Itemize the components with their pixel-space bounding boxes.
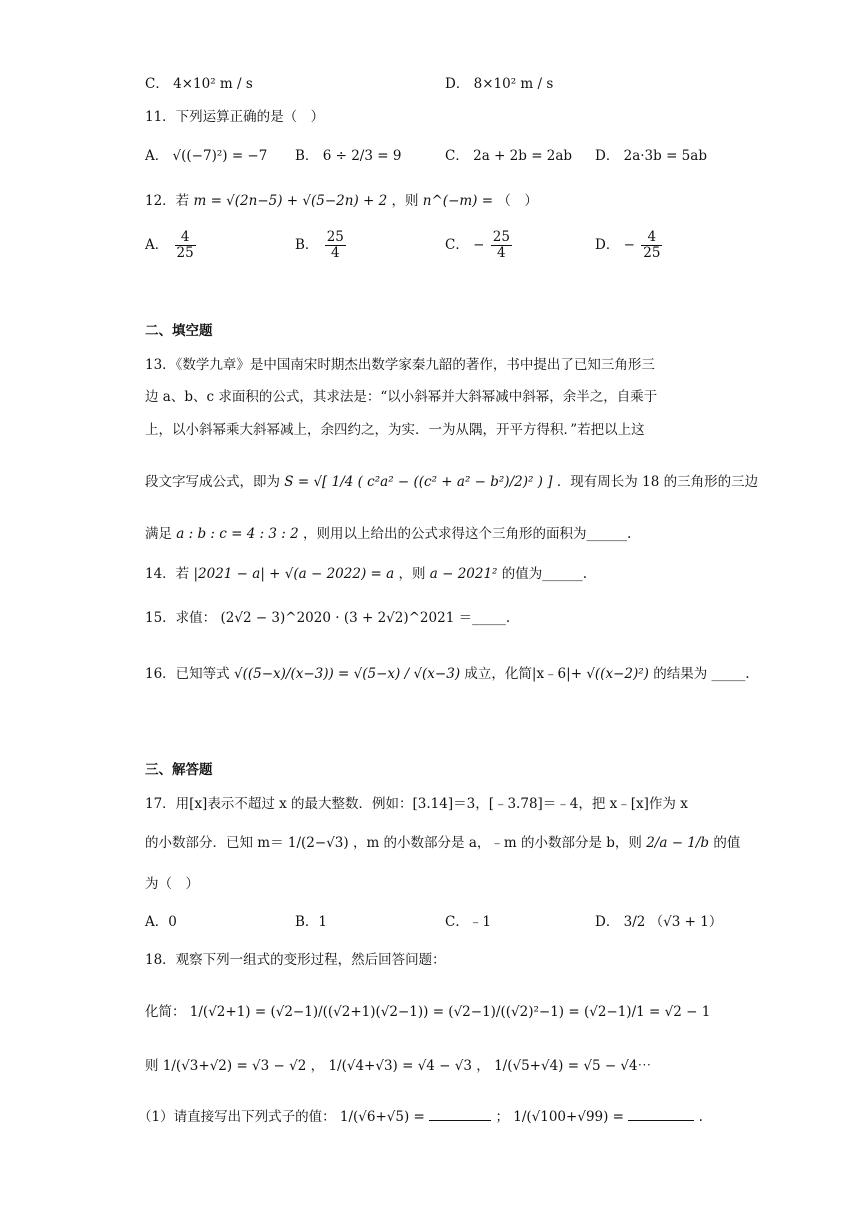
q11-option-b-label: B． (295, 148, 319, 164)
q16-post: 的结果为 _____. (653, 666, 750, 682)
q12-stem-post: （ ） (497, 193, 538, 209)
q18-then (145, 1057, 651, 1075)
q17-line-2 (145, 834, 740, 852)
q18-part-1-end: . (698, 1109, 703, 1125)
q18-part-1-pre: （1）请直接写出下列式子的值： (138, 1109, 336, 1125)
q13-line-4 (145, 473, 758, 491)
q12-option-c-label: C． (445, 237, 469, 253)
q18-simplify-label: 化简： (145, 1004, 186, 1020)
q10-option-c-label: C． (145, 76, 169, 92)
q18-then-sep-2: ， (476, 1058, 490, 1074)
q10-option-d[interactable] (445, 75, 553, 93)
q14-pre: 14．若 (145, 566, 190, 582)
q11-option-c-label: C． (445, 148, 469, 164)
q17-option-c[interactable]: C．﹣1 (445, 914, 491, 930)
q14-expr2: a − 2021² (429, 566, 498, 582)
q12-stem-mid: ，则 (391, 193, 419, 209)
q12-option-a-label: A． (145, 237, 169, 253)
q17-line-2-post: 的值 (713, 835, 741, 851)
q10-option-c-text: 4×10² m / s (173, 76, 253, 92)
q10-option-d-label: D． (445, 76, 470, 92)
q16-expr2: √((x−2)²) (586, 666, 649, 682)
q12-option-d-minus: − (623, 237, 635, 253)
q12-option-d-num: 4 (641, 230, 662, 246)
q11-option-d-label: D． (595, 148, 620, 164)
q18-part-1-answer-1[interactable] (429, 1108, 491, 1121)
q17-option-d-expr: 3/2 （√3 + 1） (623, 914, 723, 930)
q17-option-b[interactable]: B．1 (295, 914, 328, 930)
q16-mid: 成立，化简|x﹣6|+ (464, 666, 583, 682)
q11-option-c-expr: 2a + 2b = 2ab (473, 148, 573, 164)
q11-stem: 11．下列运算正确的是（ ） (145, 109, 325, 125)
q13-ratio: a : b : c = 4 : 3 : 2 (176, 526, 299, 542)
q13-line-1: 13．《数学九章》是中国南宋时期杰出数学家秦九韶的著作，书中提出了已知三角形三 (145, 357, 655, 373)
q18-part-1 (138, 1108, 703, 1126)
q12-option-b-den: 4 (331, 245, 340, 261)
q11-option-a-expr: √((−7)²) = −7 (172, 148, 268, 164)
q13-line-4-pre: 段文字写成公式，即为 (145, 474, 280, 490)
q18-part-1-expr-2: 1/(√100+√99) = (513, 1109, 624, 1125)
q15-post: ＝_____. (458, 610, 511, 626)
q13-line-5 (145, 525, 631, 543)
q18-simplify-expr: 1/(√2+1) = (√2−1)/((√2+1)(√2−1)) = (√2−1)/((√2)²−1) = (√2−1)/1 = √2 − 1 (189, 1004, 711, 1020)
q11-option-b[interactable] (295, 147, 401, 165)
q12-option-b-fraction (325, 230, 346, 261)
section-3-title: 三、解答题 (145, 762, 213, 778)
q16-pre: 16．已知等式 (145, 666, 230, 682)
q12-option-d-label: D． (595, 237, 620, 253)
q13-line-3: 上，以小斜幂乘大斜幂减上，余四约之，为实．一为从隅，开平方得积．”若把以上这 (145, 422, 645, 438)
q13-line-4-post: ．现有周长为 18 的三角形的三边 (556, 474, 759, 490)
q12-option-a[interactable] (145, 230, 198, 261)
q12-option-c[interactable] (445, 230, 514, 261)
q15-pre: 15．求值： (145, 610, 217, 626)
q17-option-d[interactable] (595, 913, 722, 931)
section-2-title: 二、填空题 (145, 323, 213, 339)
q10-option-c[interactable] (145, 75, 253, 93)
q17-target-expr: 2/a − 1/b (646, 835, 710, 851)
q12-stem-expr2: n^(−m) = (422, 193, 494, 209)
q18-then-expr-1: 1/(√3+√2) = √3 − √2 (162, 1058, 307, 1074)
q12-option-b[interactable] (295, 230, 348, 261)
q13-line-5-pre: 满足 (145, 526, 172, 542)
q12-option-d-fraction (641, 230, 662, 261)
q18-then-label: 则 (145, 1058, 159, 1074)
q12-option-d[interactable] (595, 230, 664, 261)
q12-option-d-den: 25 (643, 245, 661, 261)
q17-line-3: 为（ ） (145, 876, 199, 892)
q17-line-2-mid: ，m 的小数部分是 a，﹣m 的小数部分是 b，则 (352, 835, 642, 851)
q18-stem: 18．观察下列一组式的变形过程，然后回答问题： (145, 952, 446, 968)
q11-option-c[interactable] (445, 147, 572, 165)
q12-option-c-fraction (491, 230, 512, 261)
q12-option-b-num: 25 (326, 229, 344, 245)
q11-option-b-expr: 6 ÷ 2/3 = 9 (322, 148, 402, 164)
q18-simplify (145, 1003, 710, 1021)
q11-option-a-label: A． (145, 148, 169, 164)
q12-stem (145, 192, 538, 210)
q12-option-c-num: 25 (492, 229, 510, 245)
q18-then-expr-3: 1/(√5+√4) = √5 − √4⋯ (494, 1058, 652, 1074)
q17-line-1: 17．用[x]表示不超过 x 的最大整数．例如：[3.14]＝3，[﹣3.78]＝﹣4，把 x﹣[x]作为 x (145, 796, 688, 812)
q11-option-a[interactable] (145, 147, 267, 165)
q12-option-b-label: B． (295, 237, 319, 253)
q14-post: 的值为______. (501, 566, 588, 582)
q11-option-d[interactable] (595, 147, 707, 165)
q14-expr: |2021 − a| + √(a − 2022) = a (193, 566, 395, 582)
q18-part-1-answer-2[interactable] (628, 1108, 694, 1121)
q12-option-c-minus: − (473, 237, 485, 253)
q13-formula: S = √[ 1/4 ( c²a² − ((c² + a² − b²)/2)² ) ] (284, 474, 553, 490)
q12-option-a-den: 25 (176, 245, 194, 261)
q17-option-d-label: D． (595, 914, 620, 930)
q18-part-1-sep: ； (495, 1109, 509, 1125)
q18-then-sep-1: ， (310, 1058, 325, 1074)
q17-line-2-pre: 的小数部分．已知 m＝ (145, 835, 284, 851)
q16-expr: √((5−x)/(x−3)) = √(5−x) / √(x−3) (233, 666, 461, 682)
q10-option-d-text: 8×10² m / s (473, 76, 554, 92)
q12-stem-expr: m = √(2n−5) + √(5−2n) + 2 (193, 193, 388, 209)
q12-option-c-den: 4 (497, 245, 506, 261)
q12-option-a-fraction (175, 230, 196, 261)
q17-m-expr: 1/(2−√3) (287, 835, 349, 851)
q18-part-1-expr-1: 1/(√6+√5) = (339, 1109, 425, 1125)
q14-mid: ，则 (398, 566, 426, 582)
q17-option-a[interactable]: A．0 (145, 914, 177, 930)
q16-stem (145, 665, 750, 683)
q15-expr: (2√2 − 3)^2020 · (3 + 2√2)^2021 (220, 610, 455, 626)
q12-stem-pre: 12．若 (145, 193, 190, 209)
q14-stem (145, 565, 587, 583)
q13-line-5-post: ，则用以上给出的公式求得这个三角形的面积为______. (303, 526, 632, 542)
q15-stem (145, 609, 510, 627)
q18-then-expr-2: 1/(√4+√3) = √4 − √3 (328, 1058, 472, 1074)
q11-option-d-expr: 2a·3b = 5ab (623, 148, 707, 164)
q13-line-2: 边 a、b、c 求面积的公式，其求法是：“以小斜幂并大斜幂减中斜幂，余半之，自乘于 (145, 389, 658, 405)
q12-option-a-num: 4 (175, 230, 196, 246)
